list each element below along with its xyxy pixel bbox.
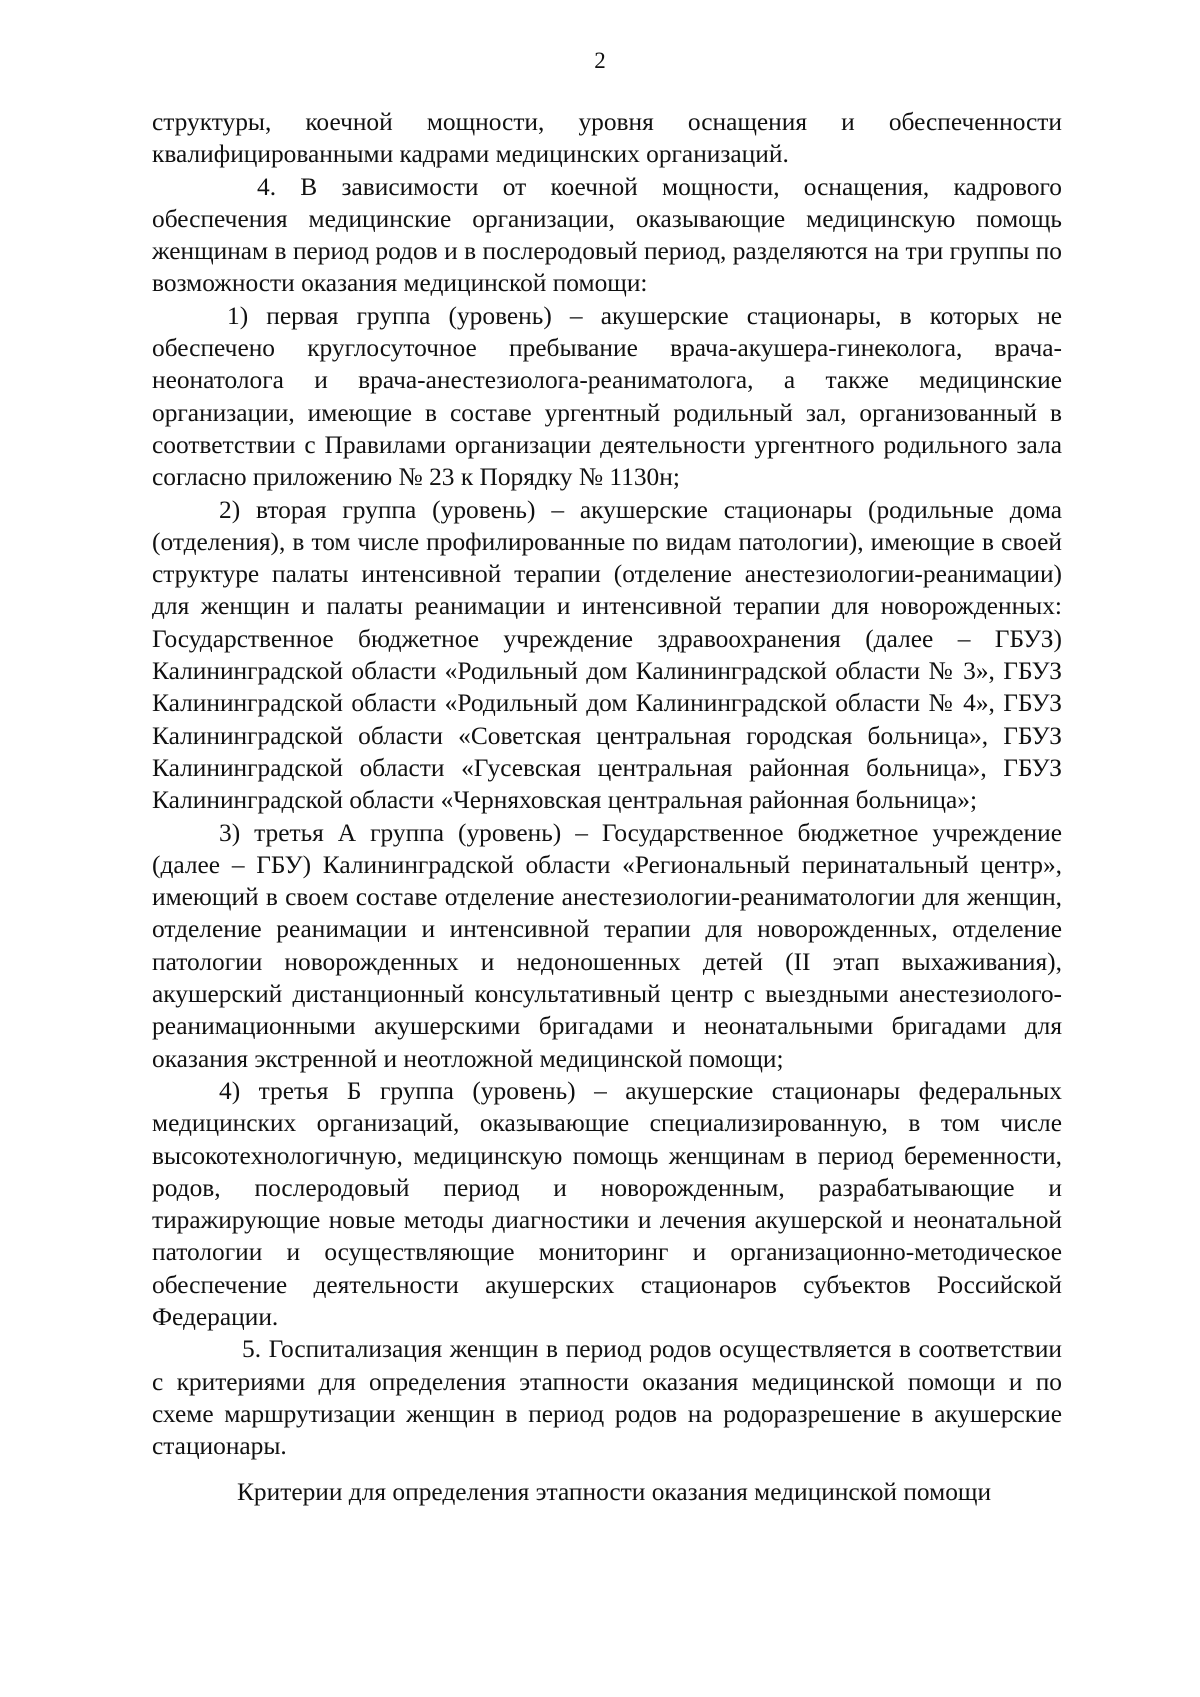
paragraph-group-1: 1) первая группа (уровень) – акушерские стационары, в которых не обеспечено круглосуточное пребывание врача-акушера-гинеколога, врача-неонатолога и врача-анестезиолога-реаниматолога, а также медицинские организации, имеющие в составе ургентный родильный зал, организованный в соответствии с Правилами организации деятельности ургентного родильного зала согласно приложению № 23 к Порядку № 1130н; <box>152 301 1062 492</box>
page-number: 2 <box>594 48 606 73</box>
paragraph-continuation: структуры, коечной мощности, уровня оснащения и обеспеченности квалифицированными кадрами медицинских организаций. <box>152 108 1062 169</box>
paragraph-group-2: 2) вторая группа (уровень) – акушерские стационары (родильные дома (отделения), в том числе профилированные по видам патологии), имеющие в своей структуре палаты интенсивной терапии (отделение анестезиологии-реанимации) для женщин и палаты реанимации и интенсивной терапии для новорожденных: Государственное бюджетное учреждение здравоохранения (далее – ГБУЗ) Калининградской области «Родильный дом Калининградской области № 3», ГБУЗ Калининградской области «Родильный дом Калининградской области № 4», ГБУЗ Калининградской области «Советская центральная городская больница», ГБУЗ Калининградской области «Гусевская центральная районная больница», ГБУЗ Калининградской области «Черняховская центральная районная больница»; <box>152 495 1062 815</box>
document-body <box>152 106 1062 1509</box>
paragraph-item-5: 5. Госпитализация женщин в период родов осуществляется в соответствии с критериями для определения этапности оказания медицинской помощи и по схеме маршрутизации женщин в период родов на родоразрешение в акушерские стационары. <box>152 1335 1062 1461</box>
paragraph-criteria-heading: Критерии для определения этапности оказания медицинской помощи <box>237 1478 992 1507</box>
paragraph-group-3b: 4) третья Б группа (уровень) – акушерские стационары федеральных медицинских организаций, оказывающие специализированную, в том числе высокотехнологичную, медицинскую помощь женщинам в период беременности, родов, послеродовый период и новорожденным, разрабатывающие и тиражирующие новые методы диагностики и лечения акушерской и неонатальной патологии и осуществляющие мониторинг и организационно-методическое обеспечение деятельности акушерских стационаров субъектов Российской Федерации. <box>152 1076 1062 1331</box>
paragraph-item-4: 4. В зависимости от коечной мощности, оснащения, кадрового обеспечения медицинские организации, оказывающие медицинскую помощь женщинам в период родов и в послеродовый период, разделяются на три группы по возможности оказания медицинской помощи: <box>152 172 1062 298</box>
paragraph-group-3a: 3) третья А группа (уровень) – Государственное бюджетное учреждение (далее – ГБУ) Калининградской области «Региональный перинатальный центр», имеющий в своем составе отделение анестезиологии-реаниматологии для женщин, отделение реанимации и интенсивной терапии для новорожденных, отделение патологии новорожденных и недоношенных детей (II этап выхаживания), акушерский дистанционный консультативный центр с выездными анестезиолого-реанимационными акушерскими бригадами и неонатальными бригадами для оказания экстренной и неотложной медицинской помощи; <box>152 818 1062 1073</box>
